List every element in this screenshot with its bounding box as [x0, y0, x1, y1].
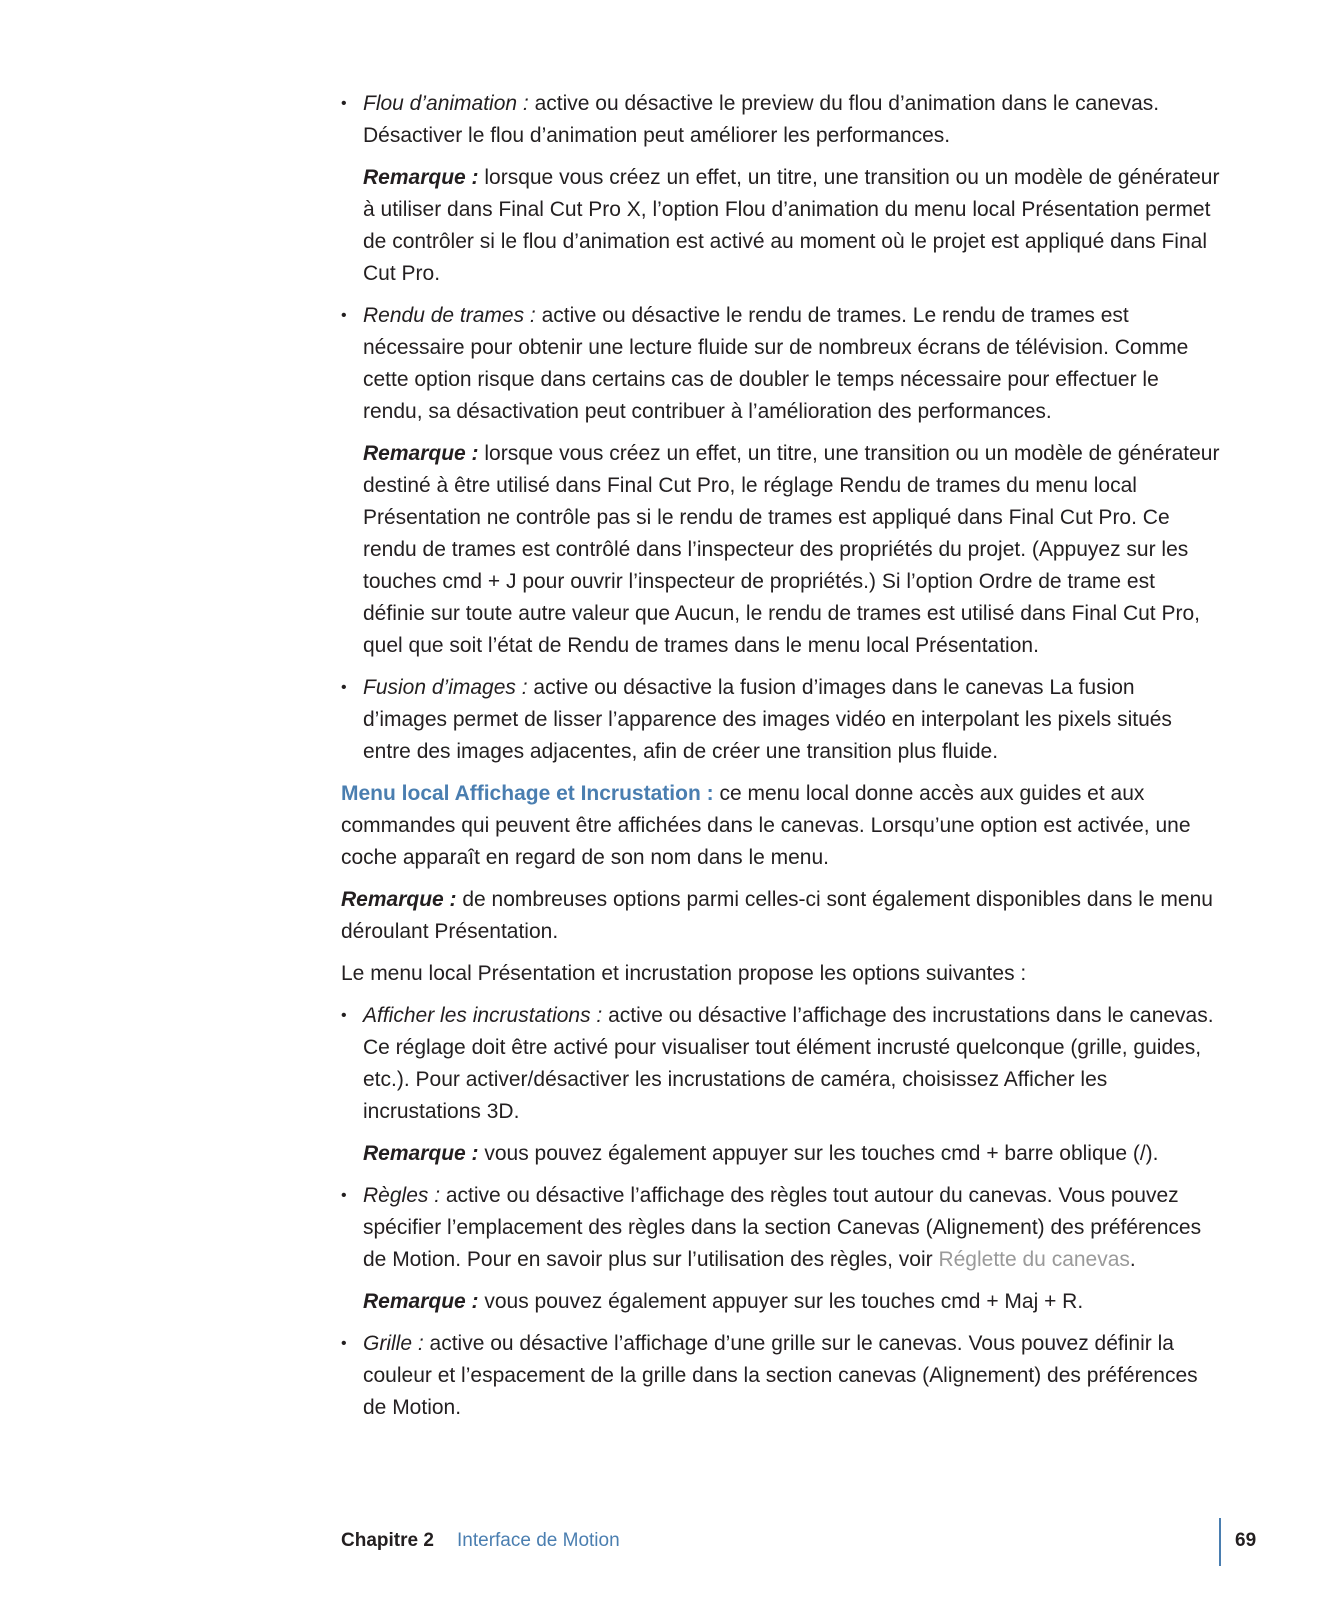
- section-heading: Menu local Affichage et Incrustation :: [341, 782, 714, 805]
- note-field-rendering: [341, 438, 1221, 662]
- link-canvas-ruler[interactable]: Réglette du canevas: [938, 1248, 1130, 1271]
- footer-chapter-title: Interface de Motion: [457, 1530, 620, 1551]
- list-item-rulers: [341, 1180, 1221, 1276]
- page-number: 69: [1235, 1530, 1257, 1551]
- note-label: Remarque :: [363, 442, 479, 465]
- text-rulers-end: .: [1129, 1248, 1136, 1271]
- text-show-overlays: active ou désactive l’affichage des incrustations dans le canevas. Ce réglage doit être activé pour visualiser tout élément incrusté quelconque (grille, guides, etc.). Pour activer/désactiver les incrustations de caméra, choisissez Afficher les incrustations 3D.: [363, 1004, 1214, 1123]
- footer-divider: [1219, 1518, 1221, 1566]
- bullet-icon: •: [341, 307, 347, 324]
- page-footer: [341, 1518, 1281, 1566]
- bullet-icon: •: [341, 1335, 347, 1352]
- bullet-icon: •: [341, 1007, 347, 1024]
- note-motion-blur: [341, 162, 1221, 290]
- section-note: [341, 884, 1221, 948]
- note-label: Remarque :: [363, 166, 479, 189]
- page-content: [341, 88, 1221, 1434]
- note-text: de nombreuses options parmi celles-ci sont également disponibles dans le menu déroulant Présentation.: [341, 888, 1213, 943]
- bullet-icon: •: [341, 95, 347, 112]
- note-text: vous pouvez également appuyer sur les touches cmd + Maj + R.: [478, 1290, 1084, 1313]
- note-show-overlays: [341, 1138, 1221, 1170]
- term-rulers: Règles :: [363, 1184, 441, 1207]
- note-rulers: [341, 1286, 1221, 1318]
- note-text: lorsque vous créez un effet, un titre, une transition ou un modèle de générateur destiné à être utilisé dans Final Cut Pro, le réglage Rendu de trames du menu local Présentation ne contrôle pas si le rendu de trames est appliqué dans Final Cut Pro. Ce rendu de trames est contrôlé dans l’inspecteur des propriétés du projet. (Appuyez sur les touches cmd + J pour ouvrir l’inspecteur de propriétés.) Si l’option Ordre de trame est définie sur toute autre valeur que Aucun, le rendu de trames est utilisé dans Final Cut Pro, quel que soit l’état de Rendu de trames dans le menu local Présentation.: [363, 442, 1220, 657]
- text-frame-blending: active ou désactive la fusion d’images dans le canevas La fusion d’images permet de lisser l’apparence des images vidéo en interpolant les pixels situés entre des images adjacentes, afin de créer une transition plus fluide.: [363, 676, 1172, 763]
- term-field-rendering: Rendu de trames :: [363, 304, 536, 327]
- term-show-overlays: Afficher les incrustations :: [363, 1004, 603, 1027]
- note-label: Remarque :: [341, 888, 457, 911]
- list-item-field-rendering: [341, 300, 1221, 428]
- note-text: lorsque vous créez un effet, un titre, une transition ou un modèle de générateur à utiliser dans Final Cut Pro X, l’option Flou d’animation du menu local Présentation permet de contrôler si le flou d’animation est activé au moment où le projet est appliqué dans Final Cut Pro.: [363, 166, 1220, 285]
- bullet-icon: •: [341, 679, 347, 696]
- note-label: Remarque :: [363, 1142, 479, 1165]
- list-item-grid: [341, 1328, 1221, 1424]
- list-item-show-overlays: [341, 1000, 1221, 1128]
- section-intro: Le menu local Présentation et incrustation propose les options suivantes :: [341, 962, 1027, 985]
- list-item-frame-blending: [341, 672, 1221, 768]
- term-grid: Grille :: [363, 1332, 424, 1355]
- text-rulers: active ou désactive l’affichage des règles tout autour du canevas. Vous pouvez spécifier l’emplacement des règles dans la section Canevas (Alignement) des préférences de Motion. Pour en savoir plus sur l’utilisation des règles, voir: [363, 1184, 1202, 1271]
- list-item-motion-blur: [341, 88, 1221, 152]
- term-motion-blur: Flou d’animation :: [363, 92, 529, 115]
- bullet-icon: •: [341, 1187, 347, 1204]
- text-motion-blur: active ou désactive le preview du flou d’animation dans le canevas. Désactiver le flou d’animation peut améliorer les performances.: [363, 92, 1160, 147]
- text-field-rendering: active ou désactive le rendu de trames. Le rendu de trames est nécessaire pour obtenir une lecture fluide sur de nombreux écrans de télévision. Comme cette option risque dans certains cas de doubler le temps nécessaire pour effectuer le rendu, sa désactivation peut contribuer à l’amélioration des performances.: [363, 304, 1189, 423]
- section-text: ce menu local donne accès aux guides et aux commandes qui peuvent être affichées dans le canevas. Lorsqu’une option est activée, une coche apparaît en regard de son nom dans le menu.: [341, 782, 1191, 869]
- term-frame-blending: Fusion d’images :: [363, 676, 528, 699]
- note-text: vous pouvez également appuyer sur les touches cmd + barre oblique (/).: [478, 1142, 1159, 1165]
- text-grid: active ou désactive l’affichage d’une grille sur le canevas. Vous pouvez définir la couleur et l’espacement de la grille dans la section canevas (Alignement) des préférences de Motion.: [363, 1332, 1198, 1419]
- note-label: Remarque :: [363, 1290, 479, 1313]
- section-view-overlay: [341, 778, 1221, 874]
- footer-chapter: Chapitre 2: [341, 1530, 434, 1551]
